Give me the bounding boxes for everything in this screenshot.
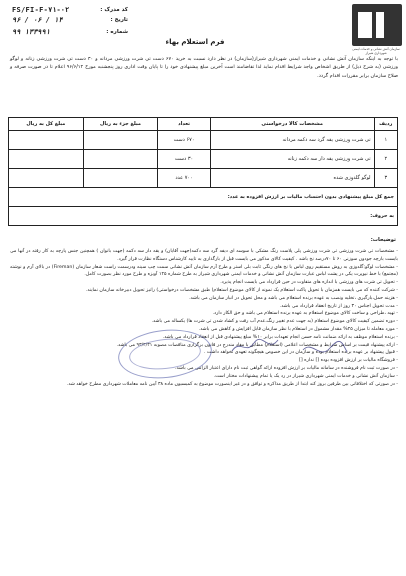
note-item: - برنده استعلام موظف به ارائه ضمانت نامه حسن انجام تعهدات برابر ۱۰% مبلغ پیشنهادی قبل از انعقاد قرارداد می باشد. bbox=[162, 334, 398, 340]
number-label: شماره : bbox=[106, 29, 128, 35]
note-item: - فروشگاه مالیات بر ارزش افزوده بوده [] نداره [] bbox=[299, 358, 398, 364]
note-item: - هزینه حمل،بارگیری ،تخلیه ونصب به عهده برنده استعلام می باشد و محل تحویل در انبار سازمان می باشد. bbox=[189, 295, 398, 301]
table-row bbox=[9, 131, 398, 150]
note-item: - قبول پیشنهاد بر عهده برنده استعلام بوده و سازمان در این خصوص هیچگونه تعهدی نخواهد داشت . bbox=[203, 350, 398, 356]
note-item: - ارائه پیشنهاد قیمت بر اساس شرایط و مشخصات اعلامی (استعلام) مطابق با مفاد مندرج در قانون برگزاری مناقصات مصوبه ۹۳/۳/۳۱ می باشد. bbox=[116, 342, 398, 348]
cell-spec: لوگو گلدوزی شده bbox=[210, 169, 374, 188]
header-radif: ردیف bbox=[374, 118, 397, 131]
note-item: - مشخصات لوگو:گلدوزی به روش مستقیم روی لباس با نخ های رنگی ثابت بلی استر و طرح آرم سازمان آتش نشانی سمت چپ سینه ودرسمت راست شعار سازمان (Fireman) در بالای آرم و نوشته (مجتمع) با خط نیوپرت یکی در پشت لباس عبارت سازمان آتش نشانی و خدمات ایمنی شهرداری شیراز به طرح شماره ۱۲۵ آویزه و طرح مورد نظر بصورت کامل. bbox=[10, 264, 398, 278]
table-row bbox=[9, 150, 398, 169]
signature-mark bbox=[230, 335, 280, 357]
note-item: - شرکت کننده که می بایست همزمان با تحویل پاکت استعلام یک نمونه از کالای موضوع استعلام( طبق مشخصات درخواستی) راتیز تحویل دبیرخانه سازمان نمایند. bbox=[85, 287, 398, 293]
header-unit-price: مبلغ جزء به ریال bbox=[83, 118, 158, 131]
total-row bbox=[9, 188, 398, 207]
table-row bbox=[9, 169, 398, 188]
note-item: - تهیه ،طراحی و ساخت کالای موضوع استعلام به عهده برنده استعلام می باشد و حق الکار دارد. bbox=[212, 311, 398, 317]
note-item: - دوره تضمین کیفیت کالای موضوع استعلام (به جهت عدم تغییر رنگ،عدم آب رفت و کشاد شدن تی شرت ها) یکساله می باشد. bbox=[151, 319, 398, 325]
header-qty: تعداد bbox=[158, 118, 210, 131]
notes-title: توضیحات: bbox=[370, 237, 396, 243]
note-item: - مورد معامله تا میزان ۲۵% مقدار مشمول در استعلام با نظر سازمان قابل افزایش و کاهش می باشد. bbox=[198, 326, 398, 332]
date-row bbox=[8, 14, 128, 26]
items-table bbox=[8, 117, 398, 226]
doc-code-label: کد مدرک : bbox=[100, 7, 128, 13]
cell-spec: تی شرت ورزشی یقه دار سه دکمه زنانه bbox=[210, 150, 374, 169]
signature-mark bbox=[300, 338, 350, 360]
cell-total[interactable] bbox=[9, 169, 84, 188]
organization-logo bbox=[352, 4, 402, 46]
cell-qty: ۳۰ دست bbox=[158, 150, 210, 169]
date-value: ۹۶ / ۰۶ / ۱۴ bbox=[12, 16, 63, 24]
cell-total[interactable] bbox=[9, 150, 84, 169]
cell-qty: ۶۷۰ دست bbox=[158, 131, 210, 150]
cell-total[interactable] bbox=[9, 131, 84, 150]
cell-unit-price[interactable] bbox=[83, 169, 158, 188]
total-words-label: به حروف: bbox=[9, 207, 398, 226]
note-item: - تحویل تی شرت های ورزشی با اندازه های متفاوت در حین قرارداد می بایست انجام پذیرد. bbox=[220, 280, 398, 286]
cell-radif: ۱ bbox=[374, 131, 397, 150]
cell-spec: تی شرت ورزشی یقه گرد سه دکمه مردانه bbox=[210, 131, 374, 150]
logo-caption: سازمان آتش نشانی و خدمات ایمنی شهرداری شیراز bbox=[352, 47, 400, 55]
note-item: - در صورت ثبت نام فروشنده در سامانه مالیات بر ارزش افزوده ارائه گواهی ثبت نام دارای اعتبار الزامی می باشد. bbox=[175, 365, 398, 371]
notes-list bbox=[10, 248, 398, 388]
cell-unit-price[interactable] bbox=[83, 150, 158, 169]
note-item: - مشخصات تی شرت ورزشی تی شرت ورزشی پلی پلاست رنگ مشکی با سوسه ای دیفه گرد سه دکمه(جهت آقایان) و یقه دار سه دکمه (جهت بانوان ) همچنین جنس پارچه به کار رفته در آنها می بایست بارچه جودون سوزنی ۶۰ تا ۷۰درصد نخ باشد . کیفیت کالای مذکور می بایست قبل از بارگذاری به تایید کارشناس دستگاه نظارت قرار گیرد. bbox=[10, 249, 398, 262]
cell-qty: ۷۰۰ عدد bbox=[158, 169, 210, 188]
table-header-row bbox=[9, 118, 398, 131]
date-label: تاریخ : bbox=[110, 17, 128, 23]
form-title: فرم استعلام بهاء bbox=[165, 38, 225, 46]
note-item: - سازمان آتش نشانی و خدمات ایمنی شهرداری شیراز در رد یک یا تمام پیشنهادات مختار است. bbox=[213, 373, 398, 379]
cell-radif: ۳ bbox=[374, 169, 397, 188]
number-row bbox=[8, 26, 128, 38]
header-spec: مشخصات کالا درخواستی bbox=[210, 118, 374, 131]
intro-paragraph: با توجه به اینکه سازمان آتش نشانی و خدمات ایمنی شهرداری شیراز(سازمان) در نظر دارد نسبت به خرید ۶۷۰ دست تی شرت ورزشی مردانه و ۳۰ دست تی شرت ورزشی زنانه و لوگو ورزشی (به شرح ذیل) از طریق اشخاص واجد شرایط اقدام نماید لذا تقاضامند است آخرین مبلغ پیشنهادی خود را تا پایان وقت اداری روز پنجشنبه مورخ ۹۶/۶/۱۲ اعلام تا در صورت صرفه و صلاح سازمان برابر مقررات اقدام گردد. bbox=[10, 56, 398, 79]
total-words-row bbox=[9, 207, 398, 226]
note-item: - در صورتی که اختلافاتی بین طرفین بروز کند ابتدا از طریق مذاکره و توافق و در غیر اینصورت موضوع به کمیسیون ماده ۳۸ آیین نامه معاملات شهرداری مطرح خواهد شد. bbox=[66, 381, 398, 387]
doc-code-value: FS/FI-F-۷۱-۰۲ bbox=[12, 6, 70, 14]
total-label: جمع کل مبلغ پیشنهادی بدون احتساب مالیات بر ارزش افزوده به عدد: bbox=[9, 188, 398, 207]
cell-unit-price[interactable] bbox=[83, 131, 158, 150]
cell-radif: ۲ bbox=[374, 150, 397, 169]
header-total: مبلغ کل به ریال bbox=[9, 118, 84, 131]
note-item: - مدت تحویل اجناس ۳۰ روز از تاریخ انعقاد قرارداد می باشد. bbox=[279, 303, 398, 309]
number-value: ۹۹ ۱۳۳۹۹۱ bbox=[12, 28, 50, 36]
